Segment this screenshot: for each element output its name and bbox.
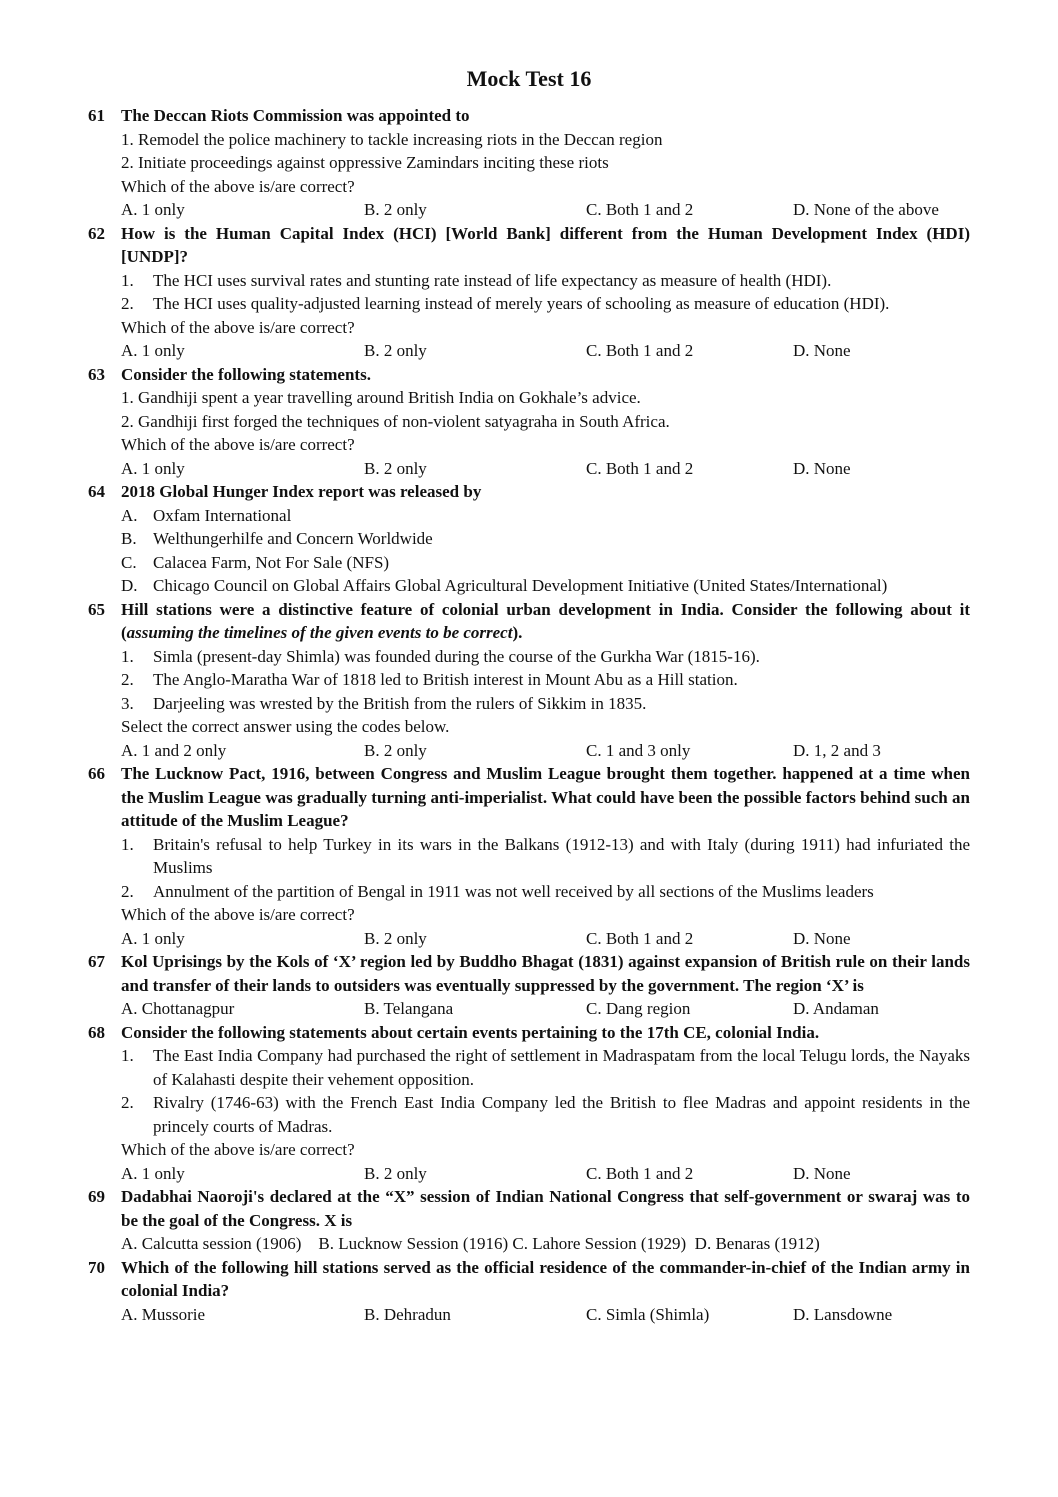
- choice-text: Oxfam International: [153, 505, 292, 525]
- question-list: [88, 104, 970, 1326]
- option-b: B. 2 only: [364, 740, 427, 760]
- answer-choice: [121, 527, 970, 551]
- choice-marker: B.: [121, 529, 137, 548]
- statement: 1. Gandhiji spent a year travelling around British India on Gokhale’s advice.: [121, 388, 641, 407]
- question-66: [88, 762, 970, 950]
- option-c: C. Both 1 and 2: [586, 341, 694, 360]
- statement: [121, 1044, 970, 1091]
- question-61: [88, 104, 970, 222]
- statement-text: Darjeeling was wrested by the British from the rulers of Sikkim in 1835.: [153, 693, 647, 713]
- choice-text: Welthungerhilfe and Concern Worldwide: [153, 529, 433, 548]
- question-67: [88, 950, 970, 1021]
- option-d: D. None: [793, 928, 851, 948]
- question-number: 61: [88, 106, 105, 125]
- answer-choice: [121, 551, 970, 575]
- statement-marker: 1.: [121, 1046, 134, 1065]
- statement: [121, 645, 970, 669]
- question-text: The Deccan Riots Commission was appointed to: [121, 106, 470, 125]
- question-text: Consider the following statements.: [121, 364, 371, 384]
- statement-text: The HCI uses survival rates and stunting rate instead of life expectancy as measure of health (HDI).: [153, 270, 832, 290]
- statement-text: Britain's refusal to help Turkey in its wars in the Balkans (1912-13) and with Italy (during 1911) had infuriated the Muslims: [153, 834, 970, 877]
- statement-marker: 1.: [121, 270, 134, 290]
- choice-marker: C.: [121, 552, 137, 572]
- statement-marker: 2.: [121, 294, 134, 313]
- question-63: [88, 363, 970, 481]
- statement: 2. Initiate proceedings against oppressive Zamindars inciting these riots: [121, 153, 609, 172]
- option-c: C. Dang region: [586, 999, 691, 1018]
- option-d: D. None: [793, 458, 851, 478]
- choice-marker: A.: [121, 505, 138, 525]
- statement: [121, 292, 970, 316]
- answer-options: [121, 457, 970, 481]
- question-prompt: Which of the above is/are correct?: [121, 435, 355, 454]
- option-b: B. 2 only: [364, 928, 427, 948]
- option-c: C. Both 1 and 2: [586, 458, 694, 478]
- option-a: A. 1 only: [121, 341, 185, 360]
- statement: [121, 880, 970, 904]
- answer-options: [121, 339, 970, 363]
- question-text: 2018 Global Hunger Index report was released by: [121, 482, 482, 501]
- statement-text: Simla (present-day Shimla) was founded during the course of the Gurkha War (1815-16).: [153, 646, 760, 666]
- option-a: A. Chottanagpur: [121, 999, 235, 1018]
- option-b: B. 2 only: [364, 458, 427, 478]
- option-b: B. 2 only: [364, 1163, 427, 1183]
- answer-options: [121, 1162, 970, 1186]
- question-prompt: Which of the above is/are correct?: [121, 176, 355, 196]
- statement-marker: 2.: [121, 881, 134, 901]
- option-d: D. None: [793, 341, 851, 360]
- statement: [121, 668, 970, 692]
- option-a: A. 1 only: [121, 458, 185, 478]
- statement-marker: 2.: [121, 1093, 134, 1112]
- statement-marker: 1.: [121, 646, 134, 666]
- answer-options: [121, 1303, 970, 1327]
- question-text: Consider the following statements about certain events pertaining to the 17th CE, colonial India.: [121, 1022, 820, 1042]
- statement-text: Rivalry (1746-63) with the French East India Company led the British to flee Madras and appoint residents in the princely courts of Madras.: [153, 1093, 970, 1136]
- question-text: Kol Uprisings by the Kols of ‘X’ region led by Buddho Bhagat (1831) against expansion of British rule on their lands and transfer of their lands to outsiders was eventually suppressed by the government. The region ‘X’ is: [121, 952, 970, 995]
- question-number: 69: [88, 1187, 105, 1206]
- question-text-emphasis: assuming the timelines of the given events to be correct: [126, 623, 513, 642]
- question-number: 70: [88, 1257, 105, 1277]
- answer-options: [121, 739, 970, 763]
- choice-text: Chicago Council on Global Affairs Global Agricultural Development Initiative (United States/International): [153, 576, 888, 595]
- option-c: C. 1 and 3 only: [586, 740, 691, 760]
- question-text: Dadabhai Naoroji's declared at the “X” session of Indian National Congress that self-government or swaraj was to be the goal of the Congress. X is: [121, 1187, 970, 1230]
- question-64: [88, 480, 970, 598]
- option-a: A. 1 and 2 only: [121, 740, 227, 760]
- statement-text: Annulment of the partition of Bengal in 1911 was not well received by all sections of the Muslims leaders: [153, 881, 874, 901]
- question-number: 64: [88, 482, 105, 501]
- option-c: C. Both 1 and 2: [586, 1163, 694, 1183]
- option-d: D. Lansdowne: [793, 1304, 893, 1324]
- question-prompt: Select the correct answer using the codes below.: [121, 717, 450, 736]
- question-number: 62: [88, 223, 105, 243]
- option-c: C. Both 1 and 2: [586, 928, 694, 948]
- option-c: C. Both 1 and 2: [586, 200, 694, 219]
- question-number: 67: [88, 952, 105, 971]
- statement-text: The HCI uses quality-adjusted learning instead of merely years of schooling as measure of education (HDI).: [153, 294, 890, 313]
- question-prompt: Which of the above is/are correct?: [121, 317, 355, 337]
- option-d: D. None of the above: [793, 200, 939, 219]
- statement: [121, 833, 970, 880]
- question-number: 63: [88, 364, 105, 384]
- option-d: D. Andaman: [793, 999, 879, 1018]
- question-number: 68: [88, 1022, 105, 1042]
- answer-options: [121, 198, 970, 222]
- question-number: 65: [88, 599, 105, 619]
- question-text: How is the Human Capital Index (HCI) [World Bank] different from the Human Development Index (HDI) [UNDP]?: [121, 223, 970, 266]
- question-62: [88, 222, 970, 363]
- question-65: [88, 598, 970, 763]
- statement: 2. Gandhiji first forged the techniques of non-violent satyagraha in South Africa.: [121, 411, 670, 431]
- statement: 1. Remodel the police machinery to tackle increasing riots in the Deccan region: [121, 129, 663, 149]
- option-a: A. Mussorie: [121, 1304, 206, 1324]
- answer-choice: [121, 504, 970, 528]
- page-title: Mock Test 16: [466, 66, 592, 91]
- option-b: B. Dehradun: [364, 1304, 451, 1324]
- answer-choice: [121, 574, 970, 598]
- answer-options: [121, 997, 970, 1021]
- statement-marker: 2.: [121, 670, 134, 689]
- question-text-part: ).: [512, 623, 523, 642]
- option-c: C. Simla (Shimla): [586, 1304, 710, 1324]
- choice-marker: D.: [121, 576, 138, 595]
- question-text: [121, 598, 970, 645]
- choice-text: Calacea Farm, Not For Sale (NFS): [153, 552, 390, 572]
- option-b: B. Telangana: [364, 999, 454, 1018]
- question-prompt: Which of the above is/are correct?: [121, 905, 355, 924]
- statement-text: The East India Company had purchased the right of settlement in Madraspatam from the local Telugu lords, the Nayaks of Kalahasti despite their vehement opposition.: [153, 1046, 970, 1089]
- statement: [121, 269, 970, 293]
- option-d: D. 1, 2 and 3: [793, 740, 881, 760]
- option-a: A. 1 only: [121, 1163, 185, 1183]
- question-text: Which of the following hill stations served as the official residence of the commander-in-chief of the Indian army in colonial India?: [121, 1257, 970, 1300]
- option-a: A. 1 only: [121, 928, 185, 948]
- statement-text: The Anglo-Maratha War of 1818 led to British interest in Mount Abu as a Hill station.: [153, 670, 738, 689]
- question-68: [88, 1021, 970, 1186]
- option-a: A. 1 only: [121, 200, 185, 219]
- statement: [121, 1091, 970, 1138]
- option-d: D. None: [793, 1163, 851, 1183]
- statement-marker: 1.: [121, 834, 134, 854]
- answer-options: [121, 927, 970, 951]
- answer-options: A. Calcutta session (1906) B. Lucknow Session (1916) C. Lahore Session (1929) D. Benaras (1912): [121, 1234, 820, 1253]
- question-69: [88, 1185, 970, 1256]
- question-number: 66: [88, 764, 105, 783]
- question-prompt: Which of the above is/are correct?: [121, 1140, 355, 1159]
- option-b: B. 2 only: [364, 200, 427, 219]
- statement: [121, 692, 970, 716]
- option-b: B. 2 only: [364, 341, 427, 360]
- question-text-part: Hill stations were a distinctive feature of colonial urban development in India. Consider the following about it (: [121, 599, 970, 642]
- question-text: The Lucknow Pact, 1916, between Congress and Muslim League brought them together. happened at a time when the Muslim League was gradually turning anti-imperialist. What could have been the possible factors behind such an attitude of the Muslim League?: [121, 764, 970, 830]
- question-70: [88, 1256, 970, 1327]
- statement-marker: 3.: [121, 693, 134, 713]
